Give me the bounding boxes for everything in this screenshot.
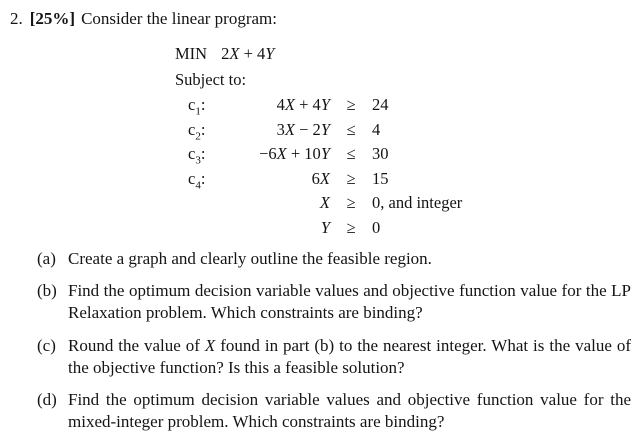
item-a bbox=[37, 248, 631, 270]
variable-x: X bbox=[204, 335, 216, 355]
problem-title bbox=[10, 8, 277, 30]
constraint-expression: 6X bbox=[311, 168, 330, 188]
item-d-text: Find the optimum decision variable values and objective function value for the mixed-integer problem. Which constraints are binding? bbox=[68, 390, 631, 432]
constraint-relation: ≥ bbox=[346, 193, 356, 213]
constraint-rhs: 15 bbox=[372, 168, 389, 188]
objective-keyword: MIN bbox=[175, 44, 208, 63]
item-c-label: (c) bbox=[37, 335, 56, 355]
constraint-rhs: 4 bbox=[372, 119, 381, 139]
item-a-text: Create a graph and clearly outline the feasible region. bbox=[68, 249, 432, 268]
constraint-rhs: 0 bbox=[372, 217, 381, 237]
constraint-expression: 4X + 4Y bbox=[276, 95, 330, 114]
constraint-expression: −6X + 10Y bbox=[259, 144, 330, 164]
item-b bbox=[37, 280, 631, 324]
item-a-label: (a) bbox=[37, 249, 56, 268]
question-items-list bbox=[37, 248, 631, 443]
item-b-text: Find the optimum decision variable values and objective function value for the LP Relaxation problem. Which constraints are binding? bbox=[68, 281, 631, 323]
constraint-relation: ≥ bbox=[346, 217, 356, 237]
constraint-label bbox=[188, 216, 212, 241]
points-label: [25%] bbox=[29, 9, 76, 28]
constraint-expression: Y bbox=[320, 217, 330, 237]
objective-line bbox=[175, 41, 462, 67]
constraint-rhs: 24 bbox=[372, 95, 389, 114]
constraint-label bbox=[188, 191, 212, 216]
constraint-relation: ≤ bbox=[346, 144, 356, 164]
constraint-label: $c_1$: bbox=[188, 95, 206, 118]
constraint-label: $c_2$: bbox=[188, 119, 206, 142]
constraints-table bbox=[188, 93, 462, 241]
constraint-expression: X bbox=[319, 193, 330, 213]
item-c-text-before: Round the value of bbox=[68, 335, 205, 355]
constraint-rhs: 30 bbox=[372, 144, 389, 164]
constraint-relation: ≤ bbox=[346, 119, 356, 139]
problem-number: 2. bbox=[10, 9, 23, 28]
intro-text: Consider the linear program: bbox=[81, 9, 277, 28]
item-d-label: (d) bbox=[37, 390, 57, 410]
constraint-label: $c_3$: bbox=[188, 144, 206, 167]
constraint-relation: ≥ bbox=[346, 95, 356, 114]
constraint-rhs: 0, and integer bbox=[372, 193, 463, 213]
item-b-label: (b) bbox=[37, 281, 57, 301]
objective-expression: 2X + 4Y bbox=[221, 44, 275, 63]
constraint-expression: 3X − 2Y bbox=[276, 119, 330, 139]
item-c bbox=[37, 335, 631, 379]
constraint-label: $c_4$: bbox=[188, 168, 206, 192]
constraint-relation: ≥ bbox=[346, 168, 356, 188]
linear-program-block bbox=[175, 41, 462, 241]
item-c-text-after: found in part (b) to the nearest integer. What is the value of the objective function? Is this a feasible solution? bbox=[68, 335, 631, 377]
item-d bbox=[37, 389, 631, 433]
subject-to-label: Subject to: bbox=[175, 70, 247, 89]
